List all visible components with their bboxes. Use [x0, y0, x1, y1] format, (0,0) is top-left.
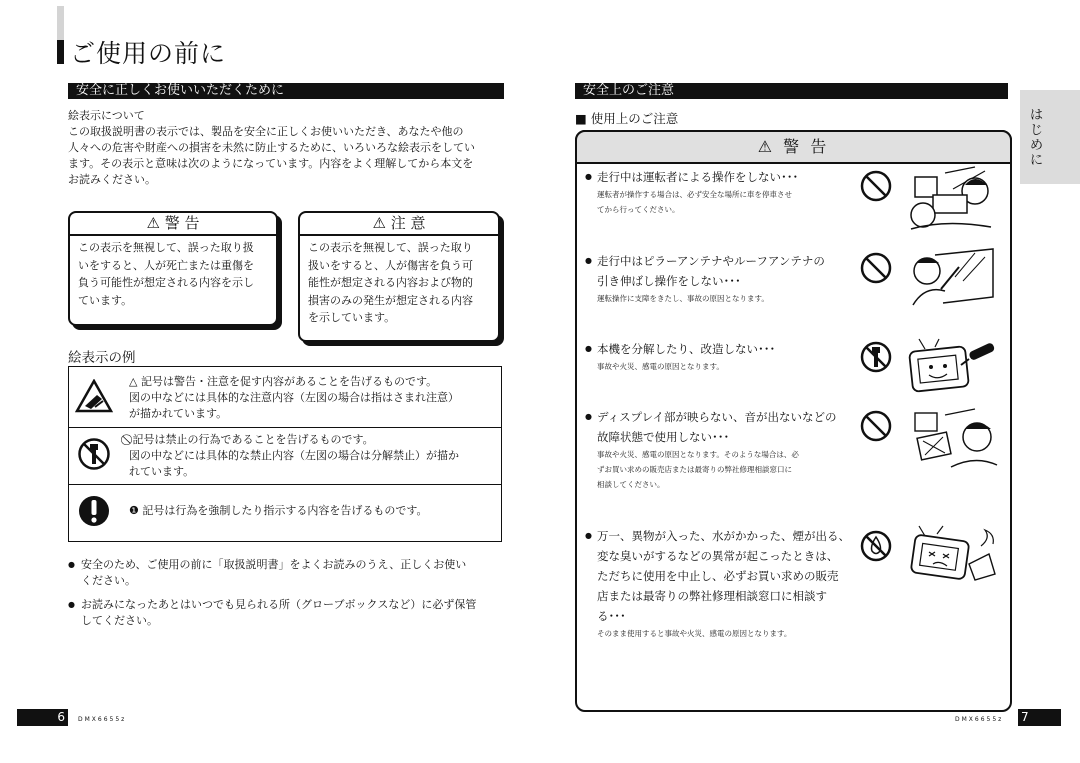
bullet-dot: ●	[585, 256, 592, 265]
caution-box-header: ⚠ 注 意	[300, 213, 498, 236]
warning-box: ⚠ 警 告 この表示を無視して、誤った取り扱 いをすると、人が死亡または重傷を 負う可能性が想定される内容を示し ています。	[68, 211, 278, 326]
caution-box: ⚠ 注 意 この表示を無視して、誤った取り 扱いをすると、人が傷害を負う可 能性が想定される内容および物的 損害のみの発生が想定される内容 を示しています。	[298, 211, 500, 342]
bullet-dot: ●	[585, 531, 592, 540]
side-tab-label: はじめに	[1030, 108, 1044, 168]
right-model-name: DMX6655z	[955, 716, 1004, 723]
broken-display-illustration	[905, 407, 1000, 469]
page-title: ご使用の前に	[70, 39, 227, 68]
bullet-dot: ●	[585, 344, 592, 353]
prohibit-icon	[860, 252, 892, 284]
caution-finger-icon	[75, 379, 113, 413]
mandatory-icon	[78, 495, 110, 527]
example-row-prohibit: ⃠ 記号は禁止の行為であることを告げるものです。 図の中などには具体的な禁止内容（左図の場合は分解禁止）が描か れています。	[69, 427, 501, 485]
right-page-number: 7	[1018, 709, 1061, 726]
title-marker	[57, 40, 64, 64]
prohibit-disassembly-icon	[860, 341, 892, 373]
example-row-mandatory: ❶ 記号は行為を強制したり指示する内容を告げるものです。	[69, 484, 501, 541]
title-gray-bar	[57, 6, 64, 40]
smoke-display-illustration	[905, 524, 1000, 586]
disassembly-illustration	[905, 337, 1000, 397]
caution-triangle-icon: ⚠	[372, 214, 386, 232]
warning-triangle-icon: ⚠	[757, 137, 776, 156]
warning-triangle-icon: ⚠	[146, 214, 160, 232]
prohibit-disassembly-icon	[77, 437, 111, 471]
intro-text: この取扱説明書の表示では、製品を安全に正しくお使いいただき、あなたや他の 人々への危害や財産への損害を未然に防止するために、いろいろな絵表示をしてい ます。その表示と意味は次のようになっています。内容をよく理解してから本文を お読みください。	[68, 125, 475, 186]
prohibit-water-icon	[860, 530, 892, 562]
right-section-heading: 安全上のご注意	[575, 83, 1008, 99]
bullet-dot: ●	[585, 172, 592, 181]
prohibit-icon	[860, 170, 892, 202]
antenna-illustration	[905, 247, 995, 309]
intro-title: 絵表示について	[68, 109, 145, 122]
prohibit-icon	[860, 410, 892, 442]
side-tab	[1020, 90, 1080, 184]
left-model-name: DMX6655z	[78, 716, 127, 723]
warning-box-header: ⚠ 警 告	[70, 213, 276, 236]
driver-operating-illustration	[905, 163, 995, 233]
bullet-dot: ●	[585, 412, 592, 421]
example-row-caution: △ 記号は警告・注意を促す内容があることを告げるものです。 図の中などには具体的な注意内容（左図の場合は指はさまれ注意） が描かれています。	[69, 367, 501, 428]
bullet-dot: ●	[68, 560, 75, 569]
left-section-heading: 安全に正しくお使いいただくために	[68, 83, 504, 99]
bullet-dot: ●	[68, 600, 75, 609]
left-page-number: 6	[17, 709, 68, 726]
examples-heading: 絵表示の例	[68, 350, 136, 366]
examples-box	[68, 366, 502, 542]
warning-panel-header: ⚠ 警 告	[575, 130, 1012, 164]
usage-subheading: ■ 使用上のご注意	[575, 111, 679, 126]
